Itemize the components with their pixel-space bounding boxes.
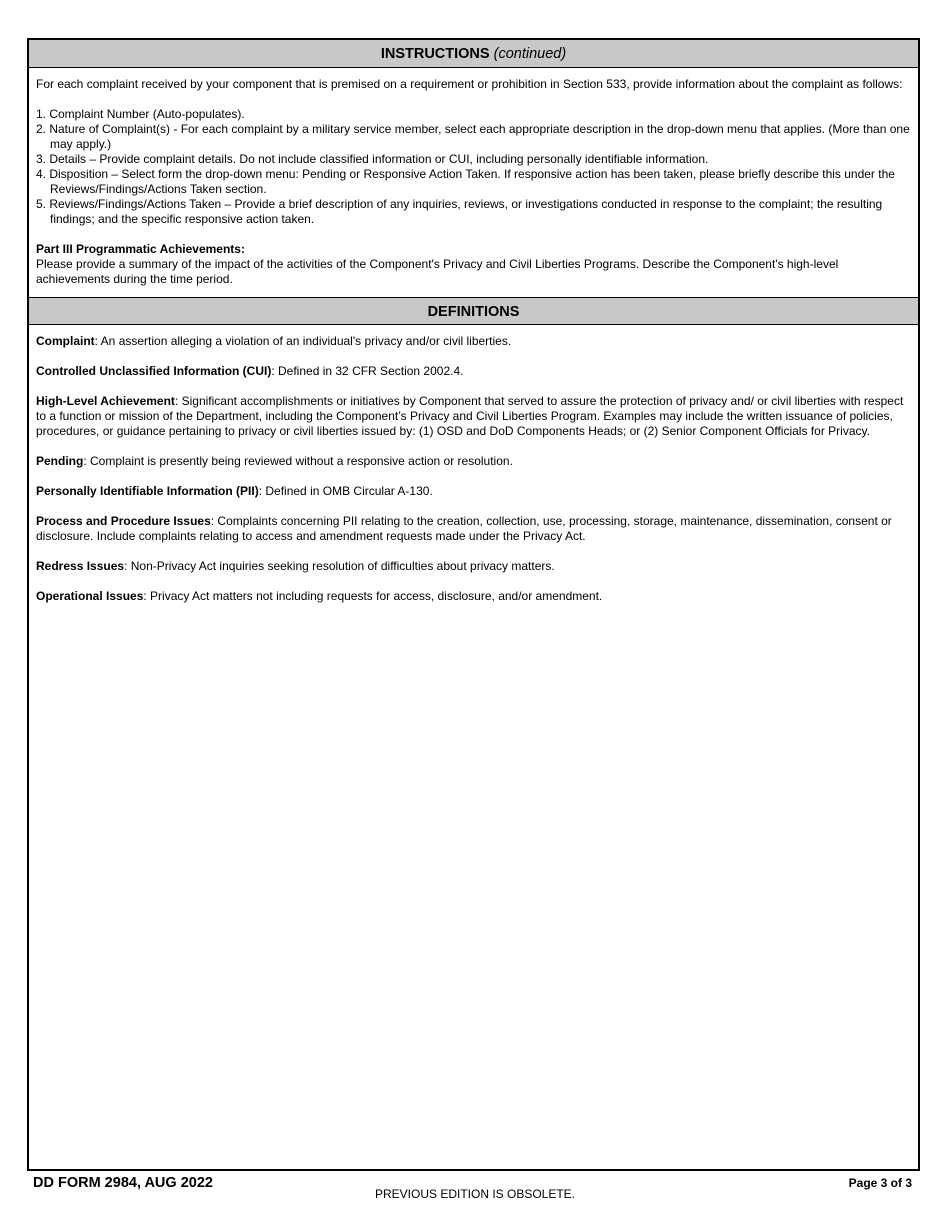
definition-text: : Complaints concerning PII relating to the creation, collection, use, processing, storage, maintenance, dissemination, consent or disclosure. Include complaints relating to access and amendment requests made under the Privacy Act. bbox=[36, 514, 892, 543]
definition-text: : An assertion alleging a violation of an individual's privacy and/or civil liberties. bbox=[94, 334, 512, 348]
definitions-section bbox=[29, 325, 918, 604]
definition-text: : Significant accomplishments or initiatives by Component that served to assure the protection of privacy and/ or civil liberties with respect to a function or mission of the Department, including the Component’s Privacy and Civil Liberties Program. Examples may include the written issuance of policies, procedures, or guidance pertaining to privacy or civil liberties issued by: (1) OSD and DoD Components Heads; or (2) Senior Component Officials for Privacy. bbox=[36, 394, 904, 438]
definition-text: : Defined in OMB Circular A-130. bbox=[258, 484, 433, 498]
definition-term: Pending bbox=[36, 454, 84, 468]
list-item: 5. Reviews/Findings/Actions Taken – Provide a brief description of any inquiries, reviews, or investigations conducted in response to the complaint; the resulting findings; and the specific responsive action taken. bbox=[36, 197, 883, 226]
list-item: 2. Nature of Complaint(s) - For each complaint by a military service member, select each appropriate description in the drop-down menu that applies. (More than one may apply.) bbox=[36, 122, 910, 151]
form-frame bbox=[27, 38, 920, 1171]
definitions-title: DEFINITIONS bbox=[427, 304, 520, 320]
list-item: 4. Disposition – Select form the drop-down menu: Pending or Responsive Action Taken. If responsive action has been taken, please briefly describe this under the Reviews/Findings/Actions Taken section. bbox=[36, 167, 895, 196]
instructions-title: INSTRUCTIONS bbox=[380, 46, 490, 62]
instructions-continued-note: (continued) bbox=[493, 46, 567, 62]
instructions-intro: For each complaint received by your component that is premised on a requirement or prohibition in Section 533, provide information about the complaint as follows: bbox=[36, 77, 903, 91]
definition-pii bbox=[36, 484, 911, 499]
definition-operational bbox=[36, 589, 911, 604]
definition-term: Operational Issues bbox=[36, 589, 144, 603]
instructions-list bbox=[36, 107, 911, 227]
edition-note: PREVIOUS EDITION IS OBSOLETE. bbox=[374, 1187, 576, 1201]
page-number: Page 3 of 3 bbox=[848, 1176, 912, 1190]
definition-term: Process and Procedure Issues bbox=[36, 514, 211, 528]
definition-cui bbox=[36, 364, 911, 379]
definition-term: Complaint bbox=[36, 334, 95, 348]
definition-text: : Defined in 32 CFR Section 2002.4. bbox=[271, 364, 464, 378]
part3-text: Please provide a summary of the impact of the activities of the Component's Privacy and Civil Liberties Programs. Describe the Component's high-level achievements during the time period. bbox=[36, 257, 839, 286]
definition-text: : Complaint is presently being reviewed without a responsive action or resolution. bbox=[83, 454, 513, 468]
form-identifier: DD FORM 2984, AUG 2022 bbox=[33, 1175, 213, 1191]
definitions-header bbox=[29, 297, 918, 325]
definition-text: : Non-Privacy Act inquiries seeking resolution of difficulties about privacy matters. bbox=[124, 559, 555, 573]
list-item: 1. Complaint Number (Auto-populates). bbox=[36, 107, 245, 121]
definition-pending bbox=[36, 454, 911, 469]
definition-text: : Privacy Act matters not including requests for access, disclosure, and/or amendment. bbox=[143, 589, 603, 603]
definition-term: Redress Issues bbox=[36, 559, 125, 573]
definition-term: Personally Identifiable Information (PII) bbox=[36, 484, 259, 498]
definition-term: Controlled Unclassified Information (CUI) bbox=[36, 364, 272, 378]
instructions-section bbox=[29, 68, 918, 297]
list-item: 3. Details – Provide complaint details. Do not include classified information or CUI, including personally identifiable information. bbox=[36, 152, 709, 166]
definition-complaint bbox=[36, 334, 911, 349]
part3-heading: Part III Programmatic Achievements: bbox=[36, 242, 245, 256]
instructions-header bbox=[29, 40, 918, 68]
definition-redress bbox=[36, 559, 911, 574]
definition-process-procedure bbox=[36, 514, 911, 544]
definition-term: High-Level Achievement bbox=[36, 394, 175, 408]
definition-high-level-achievement bbox=[36, 394, 911, 439]
